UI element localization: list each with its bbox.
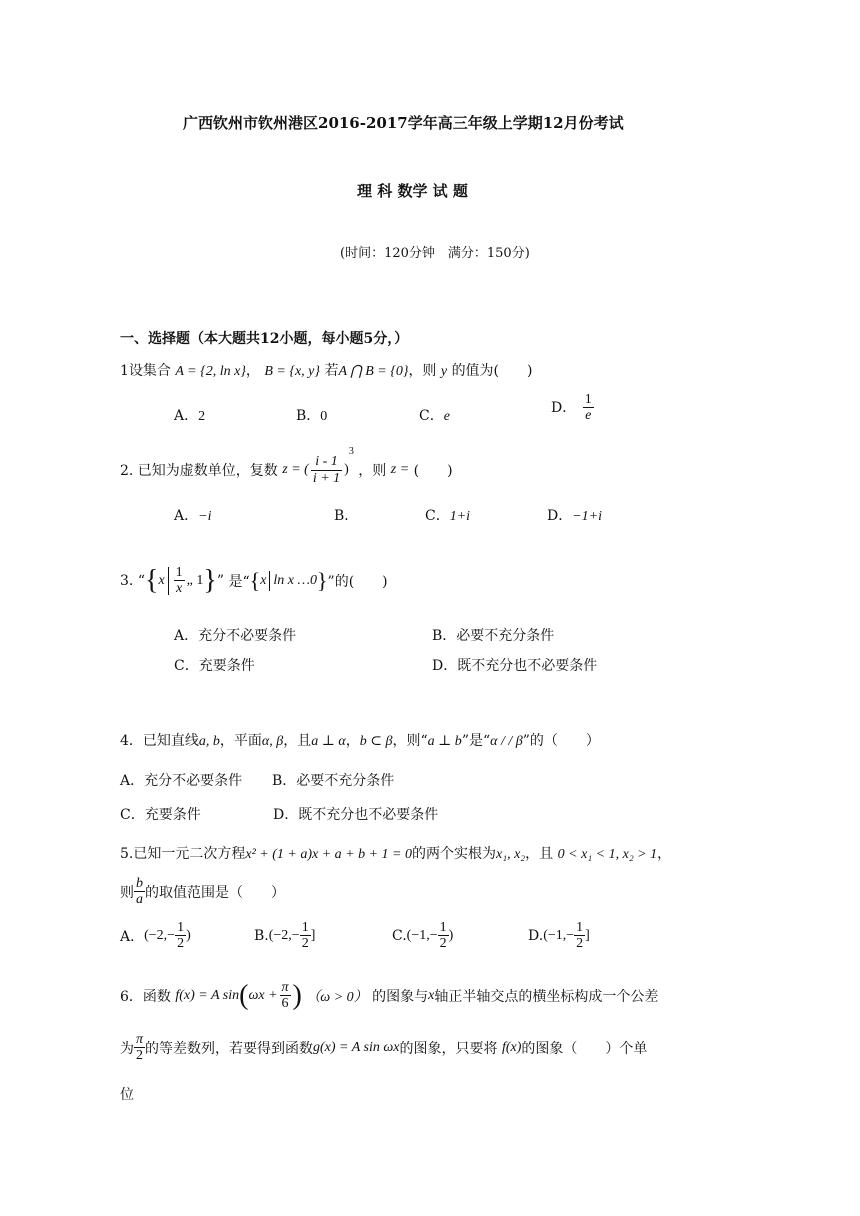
q2-text-b: ，则 xyxy=(358,463,387,479)
q5-text-c: ，且 xyxy=(525,846,554,862)
q6-text-f: 的图象，只要将 xyxy=(399,1040,498,1057)
option-label: D． xyxy=(547,508,573,524)
q5-text-e: 则 xyxy=(120,884,134,901)
fraction-numerator: 1 xyxy=(301,920,309,935)
q2-text-c: ( ) xyxy=(413,463,453,479)
option-label: C． xyxy=(174,658,199,674)
option-label: B． xyxy=(432,628,457,644)
option-value: 既不充分也不必要条件 xyxy=(457,658,598,674)
option-value: 充分不必要条件 xyxy=(198,628,297,644)
paren-open: ( xyxy=(239,979,249,1011)
fraction-numerator: i - 1 xyxy=(311,454,342,470)
q6-arg-fraction xyxy=(280,980,291,1012)
subject-title: 理 科 数学 试 题 xyxy=(357,182,468,200)
fraction-denominator: 6 xyxy=(281,996,289,1012)
option-label: C． xyxy=(120,807,145,823)
question-1 xyxy=(120,360,533,380)
q3-text-c: ”的( ) xyxy=(327,573,388,590)
q6-text-d: 为 xyxy=(120,1040,134,1057)
q3-text-b: 是“ xyxy=(228,573,250,590)
option-label: D． xyxy=(551,399,577,416)
question-2: 2. 已知为虚数单位，复数 z = ( $\frac{i - 1}{i + 1}$ )$^3$ ，则 z = ( ) xyxy=(120,446,453,486)
q6-x-var: x xyxy=(428,987,435,1003)
q2-fraction xyxy=(311,454,342,486)
fraction-denominator: 2 xyxy=(177,936,185,952)
question-3 xyxy=(120,565,388,597)
option-label: B． xyxy=(334,508,359,524)
q4-cond-2: b ⊂ β xyxy=(359,734,393,749)
q3-option-b xyxy=(432,625,554,645)
option-label: A． xyxy=(120,928,145,945)
option-label: D. xyxy=(528,927,544,944)
option-value: 必要不充分条件 xyxy=(296,773,395,789)
fraction-numerator: π xyxy=(136,1032,144,1047)
option-value: 2 xyxy=(198,409,206,424)
option-label: C． xyxy=(419,408,444,424)
q4-option-d xyxy=(273,804,438,824)
exam-title: 广西钦州市钦州港区2016-2017学年高三年级上学期12月份考试 xyxy=(183,114,624,132)
brace-open: { xyxy=(144,564,159,596)
option-pre: (−2,− xyxy=(144,927,176,943)
option-label: A． xyxy=(120,773,145,789)
q2-option-a xyxy=(174,505,211,525)
q4-planes: α, β xyxy=(261,734,284,749)
option-fraction xyxy=(583,392,594,424)
fraction-numerator: 1 xyxy=(177,920,185,935)
q6-text-c: 轴正半轴交点的横坐标构成一个公差 xyxy=(434,988,659,1005)
q4-text-f: ”是“ xyxy=(461,733,491,749)
option-value: 充要条件 xyxy=(198,658,255,674)
q4-text-c: ，且 xyxy=(283,733,312,749)
set-bar xyxy=(269,571,270,591)
question-5-line-2 xyxy=(120,876,285,908)
q1-text-b: ， xyxy=(245,363,260,379)
fraction-denominator: 2 xyxy=(136,1048,143,1064)
q4-cond-4: α / / β xyxy=(490,734,523,749)
q1-option-a xyxy=(174,405,205,425)
question-6-line-2 xyxy=(120,1032,647,1064)
fraction-denominator: a xyxy=(136,892,143,908)
question-6-line-3: 位 xyxy=(120,1087,134,1103)
option-value: 充分不必要条件 xyxy=(144,773,243,789)
q4-text-g: ”的（ ） xyxy=(522,733,600,749)
option-post: ] xyxy=(585,927,590,943)
question-6 xyxy=(120,980,658,1012)
option-label: A． xyxy=(174,628,199,644)
q3-option-c xyxy=(174,655,255,675)
q5-option-b xyxy=(254,920,315,952)
q5-text-a: 5.已知一元二次方程 xyxy=(120,846,246,862)
q3-text-a: 3. xyxy=(120,572,134,589)
option-label: B. xyxy=(254,927,269,944)
q4-text-e: ，则“ xyxy=(392,733,428,749)
q6-text-a: 6．函数 xyxy=(120,988,171,1005)
q5-text-b: 的两个实根为 xyxy=(412,846,496,862)
q1-text-e: 的值为( ) xyxy=(451,363,533,379)
q3-set2-cond: ln x …0 xyxy=(273,572,317,588)
fraction-numerator: 1 xyxy=(175,565,183,580)
q4-lines: a, b xyxy=(198,734,220,749)
option-label: B． xyxy=(296,408,321,424)
option-post: ) xyxy=(186,927,191,943)
q4-option-b xyxy=(272,770,394,790)
option-value: 0 xyxy=(320,409,328,424)
fraction-numerator: b xyxy=(136,876,143,891)
q6-function-g: g(x) = A sin ωx xyxy=(313,1039,400,1055)
q1-text-d: ，则 xyxy=(408,363,437,379)
option-pre: (−2,− xyxy=(268,927,300,943)
q3-option-d xyxy=(432,655,597,675)
option-fraction xyxy=(438,920,449,952)
q4-option-a xyxy=(120,770,242,790)
q2-text-a: 2. 已知为虚数单位，复数 xyxy=(120,463,278,479)
q5-text-f: 的取值范围是（ ） xyxy=(145,884,285,901)
q1-text-a: 1设集合 xyxy=(120,363,171,379)
set-bar xyxy=(168,567,169,595)
fraction-denominator: e xyxy=(585,408,592,424)
fraction-denominator: 2 xyxy=(576,936,584,952)
fraction-numerator: 1 xyxy=(584,392,592,407)
q4-text-a: 4．已知直线 xyxy=(120,733,199,749)
q1-expr-d: y xyxy=(440,364,448,379)
option-fraction xyxy=(175,920,186,952)
q1-expr-b: B = {x, y} xyxy=(264,364,320,379)
q4-text-d: ， xyxy=(345,733,360,749)
fraction-numerator: 1 xyxy=(576,920,584,935)
q3-set2-var: x xyxy=(260,572,267,588)
q1-option-b xyxy=(296,405,327,425)
q4-option-c xyxy=(120,804,201,824)
q1-text-c: 若 xyxy=(324,363,339,379)
time-info: (时间：120分钟 满分：150分) xyxy=(340,246,530,261)
q5-equation: x² + (1 + a)x + a + b + 1 = 0 xyxy=(245,847,412,862)
q5-fraction xyxy=(134,876,145,908)
option-label: A． xyxy=(174,508,199,524)
q2-option-c xyxy=(425,505,470,525)
q6-arg: ωx + xyxy=(248,987,278,1003)
option-post: ) xyxy=(448,927,454,943)
q6-text-e: 的等差数列，若要得到函数 xyxy=(145,1040,314,1057)
q1-expr-a: A = {2, ln x} xyxy=(175,364,246,379)
q3-set1-var: x xyxy=(158,572,165,588)
brace-close: } xyxy=(203,564,217,596)
q5-option-d xyxy=(528,920,590,952)
q4-text-b: ，平面 xyxy=(219,733,262,749)
option-label: D． xyxy=(273,807,299,823)
q3-open-quote: “ xyxy=(137,572,145,589)
option-value: 1+i xyxy=(449,509,471,524)
fraction-numerator: π xyxy=(281,980,289,995)
option-label: A． xyxy=(174,408,199,424)
q2-expr-b: z = xyxy=(390,462,410,477)
q1-expr-c: A ⋂ B = {0} xyxy=(338,364,409,379)
option-post: ] xyxy=(310,927,316,943)
q5-option-c xyxy=(392,920,453,952)
option-value: e xyxy=(443,409,450,424)
q5-option-a xyxy=(120,920,191,952)
q3-close-quote: ” xyxy=(216,572,224,589)
q2-option-b xyxy=(334,505,358,525)
q6-condition: （ω > 0） xyxy=(306,989,368,1005)
option-fraction xyxy=(574,920,585,952)
fraction-denominator: x xyxy=(176,581,183,597)
q4-cond-1: a ⊥ α xyxy=(311,734,346,749)
q6-function-f2: f(x) xyxy=(501,1039,522,1055)
fraction-denominator: 2 xyxy=(439,936,447,952)
q6-text-g: 的图象（ ）个单 xyxy=(521,1040,648,1057)
question-4 xyxy=(120,730,600,750)
option-value: 充要条件 xyxy=(144,807,201,823)
q5-text-d: ， xyxy=(657,846,672,862)
q1-option-c xyxy=(419,405,450,425)
option-pre: (−1,− xyxy=(543,927,575,943)
q4-cond-3: a ⊥ b xyxy=(427,734,462,749)
q2-exponent: 3 xyxy=(348,446,354,457)
option-value: 必要不充分条件 xyxy=(456,628,555,644)
q5-roots: x₁, x₂ xyxy=(496,847,526,862)
q2-option-d xyxy=(547,505,602,525)
option-value: −i xyxy=(198,509,212,524)
q5-condition: 0 < x₁ < 1, x₂ > 1 xyxy=(557,847,658,862)
option-pre: (−1,− xyxy=(406,927,438,943)
fraction-numerator: 1 xyxy=(439,920,447,935)
option-label: C. xyxy=(392,927,407,944)
question-5 xyxy=(120,843,671,863)
q1-option-d xyxy=(551,392,596,424)
q3-fraction xyxy=(174,565,185,597)
fraction-denominator: i + 1 xyxy=(312,470,341,486)
brace-open: { xyxy=(249,567,261,593)
q6-pi-fraction xyxy=(134,1032,145,1064)
option-label: C． xyxy=(425,508,450,524)
section-heading: 一、选择题（本大题共12小题，每小题5分，） xyxy=(120,331,409,347)
q6-text-b: 的图象与 xyxy=(372,988,429,1005)
q3-option-a xyxy=(174,625,296,645)
paren-close: ) xyxy=(292,979,302,1011)
q3-set1-rel: „ 1 xyxy=(186,572,204,588)
fraction-denominator: 2 xyxy=(301,936,309,952)
option-fraction xyxy=(300,920,311,952)
option-label: B． xyxy=(272,773,297,789)
option-value: −1+i xyxy=(572,509,603,524)
q6-function-f: f(x) = A sin xyxy=(175,987,240,1003)
q2-expr-a: z = ( xyxy=(282,462,309,477)
option-label: D． xyxy=(432,658,458,674)
brace-close: } xyxy=(316,567,328,593)
option-value: 既不充分也不必要条件 xyxy=(298,807,439,823)
